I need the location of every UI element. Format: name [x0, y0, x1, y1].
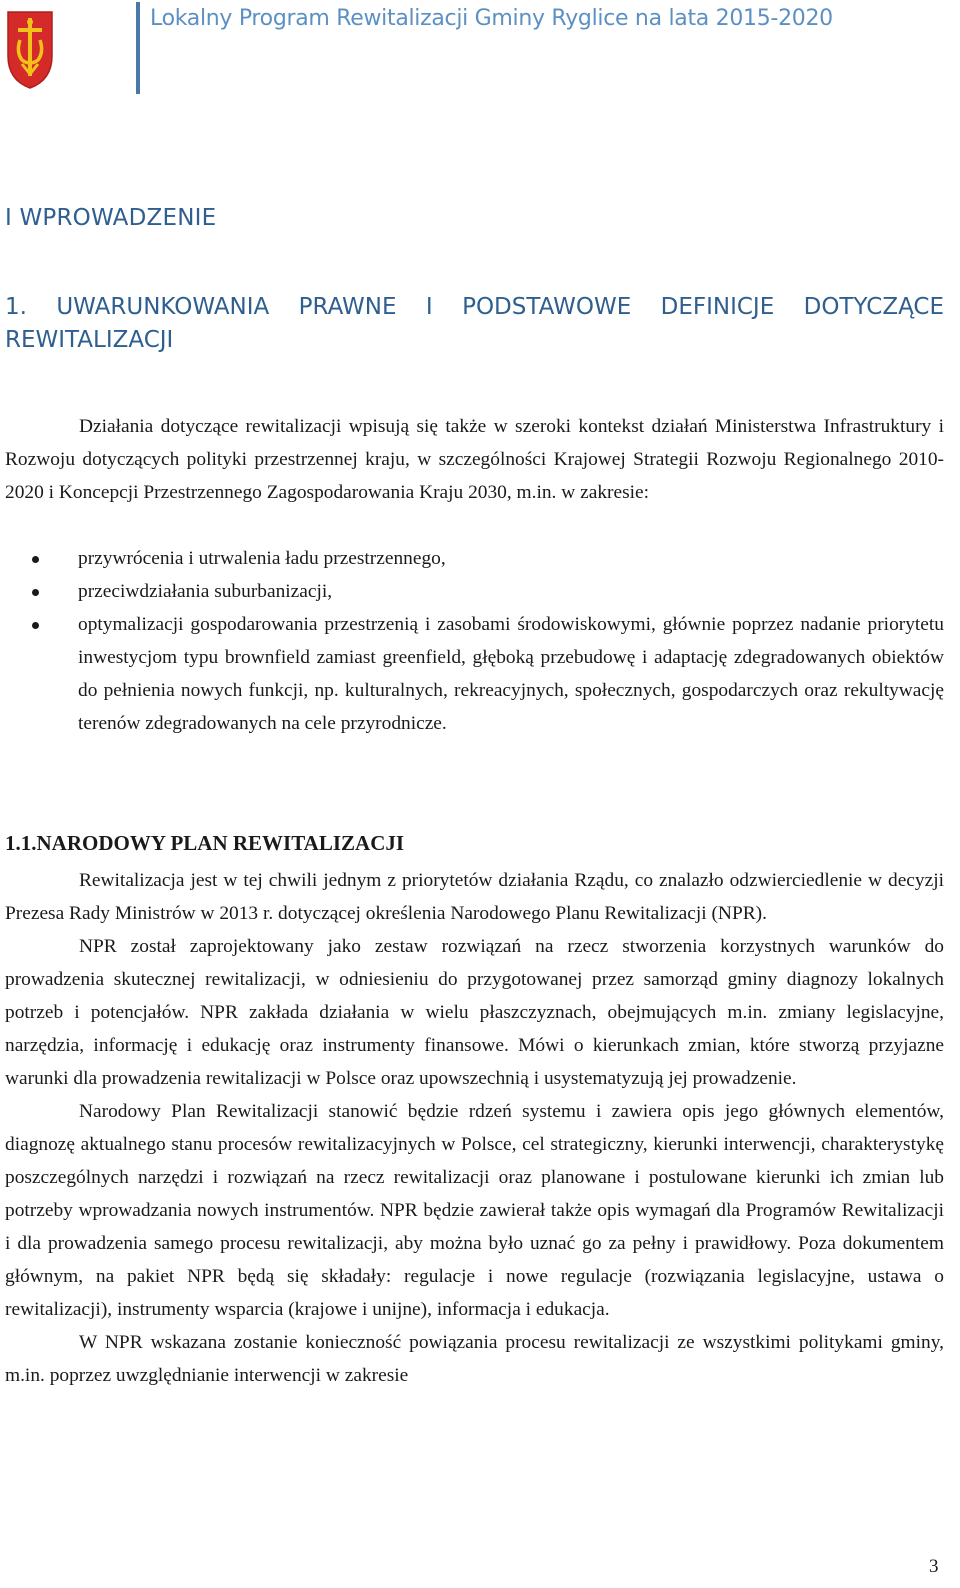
list-item: [5, 608, 944, 740]
paragraph: NPR został zaprojektowany jako zestaw rozwiązań na rzecz stworzenia korzystnych warunków do prowadzenia skutecznej rewitalizacji, w odniesieniu do przygotowanej przez samorząd gminy diagnozy lokalnych potrzeb i potencjałów. NPR zakłada działania w wielu płaszczyznach, obejmujących m.in. zmiany legislacyjne, narzędzia, informację i edukację oraz instrumenty finansowe. Mówi o kierunkach zmian, które stworzą przyjazne warunki dla prowadzenia rewitalizacji w Polsce oraz upowszechnią i usystematyzują jej prowadzenie.: [5, 936, 944, 1089]
document-title: Lokalny Program Rewitalizacji Gminy Ryglice na lata 2015-2020: [150, 6, 833, 31]
bullet-icon: [32, 556, 39, 563]
bullet-list: [5, 542, 944, 740]
bullet-icon: [32, 589, 39, 596]
subsection-heading: 1.1.NARODOWY PLAN REWITALIZACJI: [5, 831, 405, 855]
list-item-text: optymalizacji gospodarowania przestrzenią i zasobami środowiskowymi, głównie poprzez nadanie priorytetu inwestycjom typu brownfield zamiast greenfield, głęboką przebudowę i adaptację zdegradowanych obiektów do pełnienia nowych funkcji, np. kulturalnych, rekreacyjnych, społecznych, gospodarczych oraz rekultywację terenów zdegradowanych na cele przyrodnicze.: [78, 614, 944, 734]
header-divider: [136, 2, 140, 94]
list-item-text: przeciwdziałania suburbanizacji,: [78, 581, 333, 602]
list-item: [5, 542, 944, 575]
paragraph: W NPR wskazana zostanie konieczność powiązania procesu rewitalizacji ze wszystkimi politykami gminy, m.in. poprzez uwzględnianie interwencji w zakresie: [5, 1332, 944, 1386]
page-number: 3: [929, 1556, 939, 1577]
page-header: [0, 0, 960, 100]
paragraph: Narodowy Plan Rewitalizacji stanowić będzie rdzeń systemu i zawiera opis jego głównych elementów, diagnozę aktualnego stanu procesów rewitalizacyjnych w Polsce, cel strategiczny, kierunki interwencji, charakterystykę poszczególnych narzędzi i rozwiązań na rzecz rewitalizacji oraz planowane i postulowane kierunki ich zmian lub potrzeby wprowadzania nowych instrumentów. NPR będzie zawierał także opis wymagań dla Programów Rewitalizacji i dla prowadzenia samego procesu rewitalizacji, aby można było uznać go za pełny i prawidłowy. Poza dokumentem głównym, na pakiet NPR będą się składały: regulacje i nowe regulacje (rozwiązania legislacyjne, ustawa o rewitalizacji), instrumenty wsparcia (krajowe i unijne), informacja i edukacja.: [5, 1101, 944, 1320]
bullet-icon: [32, 622, 39, 629]
list-item: [5, 575, 944, 608]
section-heading: 1. UWARUNKOWANIA PRAWNE I PODSTAWOWE DEFINICJE DOTYCZĄCE REWITALIZACJI: [5, 294, 944, 353]
intro-paragraph: Działania dotyczące rewitalizacji wpisują się także w szeroki kontekst działań Ministerstwa Infrastruktury i Rozwoju dotyczących polityki przestrzennej kraju, w szczególności Krajowej Strategii Rozwoju Regionalnego 2010-2020 i Koncepcji Przestrzennego Zagospodarowania Kraju 2030, m.in. w zakresie:: [5, 416, 944, 503]
chapter-heading: I WPROWADZENIE: [5, 205, 217, 231]
paragraph: Rewitalizacja jest w tej chwili jednym z priorytetów działania Rządu, co znalazło odzwierciedlenie w decyzji Prezesa Rady Ministrów w 2013 r. dotyczącej określenia Narodowego Planu Rewitalizacji (NPR).: [5, 870, 944, 924]
subsection-body: [5, 864, 944, 1392]
coat-of-arms-icon: [6, 8, 54, 90]
list-item-text: przywrócenia i utrwalenia ładu przestrzennego,: [78, 548, 446, 569]
